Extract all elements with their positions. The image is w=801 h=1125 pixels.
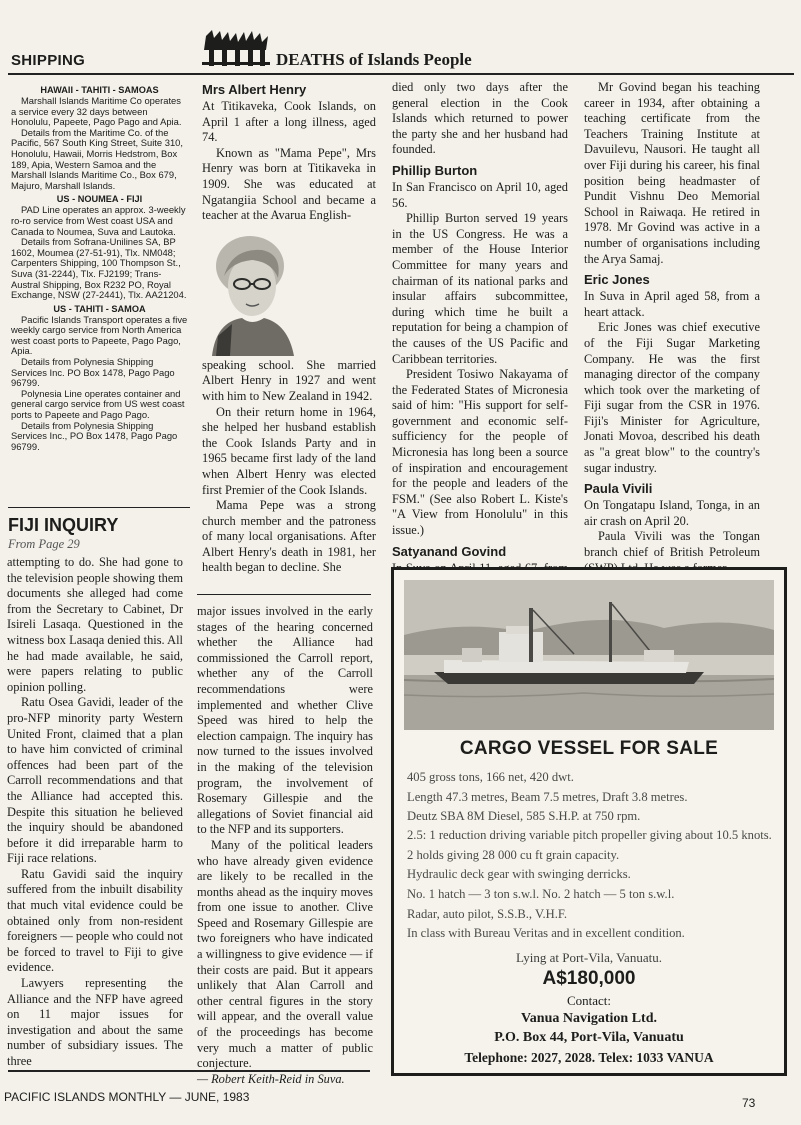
shipping-route-heading: US - NOUMEA - FIJI xyxy=(56,194,143,205)
ad-location: Lying at Port-Vila, Vanuatu. xyxy=(516,950,662,965)
ad-company: Vanua Navigation Ltd. xyxy=(520,1011,658,1026)
article-paragraph: Ratu Osea Gavidi, leader of the pro-NFP minority party Western United Front, claimed that a plan to have him convicted of criminal offences had been part of the Carroll recommendations and that the Alliance had accepted this. Despite this situation he believed the inquiry should be abandoned before it did irreparable harm to Fiji race relations. xyxy=(7,695,183,866)
shipping-text: Details from Polynesia Shipping Services Inc. PO Box 1478, Pago Pago 96799. xyxy=(11,356,175,389)
shipping-section-hawaii xyxy=(11,85,188,191)
obituary-paragraph: Paula Vivili was the Tongan branch chief of British Petroleum xyxy=(584,529,760,560)
shipping-route-heading: US - TAHITI - SAMOA xyxy=(53,303,146,314)
fiji-inquiry-column-1 xyxy=(7,555,183,1070)
fiji-divider-rule xyxy=(197,594,371,595)
footer-magazine: PACIFIC ISLANDS MONTHLY — JUNE, 1983 xyxy=(4,1090,250,1104)
ad-spec-line: Length 47.3 metres, Beam 7.5 metres, Draft 3.8 metres. xyxy=(407,789,688,804)
shipping-section-tahiti xyxy=(11,304,188,453)
obituary-paragraph: Known as "Mama Pepe", Mrs Henry was born at Titikaveka in 1909. She was educated at Ngatangiia School and became a teacher at the Avarua English- xyxy=(202,145,376,223)
obituary-lead: On Tongatapu Island, Tonga, in an air crash on April 20. xyxy=(584,498,760,528)
ad-address: P.O. Box 44, Port-Vila, Vanuatu xyxy=(494,1030,684,1045)
obituary-paragraph: Mama Pepe was a strong church member and the patroness of many local organisations. After Albert Henry's death in 1981, her health began to decline. She xyxy=(202,498,376,575)
cargo-vessel-ad xyxy=(391,567,787,1076)
shipping-bottom-rule xyxy=(8,507,190,508)
shipping-text: Details from Sofrana-Unilines SA, BP 1602, Moumea (27-51-91), Tlx. NM048; Carpenters Shipping, 100 Thompson St., Suva (31-2244), Tlx. FJ2199; Trans-Austral Shipping, Box R232 PO, Royal Exchange, NSW (27-2441), Tlx. AA21204. xyxy=(11,236,187,301)
obituary-paragraph: died only two days after the general election in the Cook Islands which returned to power the party she and her husband had founded. xyxy=(392,80,568,157)
obituary-name: Satyanand Govind xyxy=(392,543,507,559)
shipping-text: Polynesia Line operates container and general cargo service from US west coast ports to Papeete and Pago Pago. xyxy=(11,387,185,421)
obituary-paragraph: Eric Jones was chief executive of the Fiji Sugar Marketing Company. He was the first managing director of the company which took over the marketing of Fiji sugar from the CSR in 1976. Fiji's Minister for Agriculture, Jonati Movoa, described his death as "a great blow" to the country's sugar industry. xyxy=(584,320,760,475)
deaths-logo-icon xyxy=(200,28,272,68)
ad-spec-line: Hydraulic deck gear with swinging derricks. xyxy=(407,867,631,882)
ad-spec-line: 405 gross tons, 166 net, 420 dwt. xyxy=(407,770,574,784)
article-paragraph: attempting to do. She had gone to the television people showing them documents she alleged had come from the Secretary to Cabinet, Dr Isireli Lasaqa. Questioned in the witness box Lasaqa denied this. All he had made available, he said, were papers relating to public opinion polling. xyxy=(7,555,183,694)
shipping-section-noumea xyxy=(11,194,188,300)
shipping-text: Marshall Islands Maritime Co operates a service every 32 days between Honolulu, Papeete, Pago Pago and Apia. xyxy=(11,95,182,128)
header-rule xyxy=(8,73,794,75)
ad-spec-line: 2.5: 1 reduction driving variable pitch propeller giving about 10.5 knots. xyxy=(407,827,772,842)
obituary-lead: In San Francisco on April 10, aged 56. xyxy=(392,179,568,210)
shipping-text: PAD Line operates an approx. 3-weekly ro-ro service from West coast USA and Canada to Noumea, Suva and Lautoka. xyxy=(11,204,186,237)
ad-specs xyxy=(407,768,772,944)
ad-spec-line: 2 holds giving 28 000 cu ft grain capacity. xyxy=(407,847,620,862)
ad-spec-line: Deutz SBA 8M Diesel, 585 S.H.P. at 750 rpm. xyxy=(407,809,641,824)
ad-spec-line: No. 1 hatch — 3 ton s.w.l. No. 2 hatch — 5 ton s.w.l. xyxy=(407,886,675,901)
article-paragraph: Ratu Gavidi said the inquiry suffered from the inbuilt disability that much vital evidence could be obtained only from non-resident foreigners — people who could not be forced to travel to Fiji to give evidence. xyxy=(7,866,183,975)
deaths-column-3 xyxy=(584,80,760,576)
shipping-text: Pacific Islands Transport operates a five weekly cargo service from North America west coast ports to Papeete, Pago Pago, Apia. xyxy=(11,313,188,357)
shipping-text: Details from the Maritime Co. of the Pacific, 567 South King Street, Suite 310, Honolulu, Hawaii, Morris Hedstrom, Box 189, Apia, Western Samoa and the Marshall Islands Maritime Co., Box 679, Majuro, Marshall Islands. xyxy=(11,126,183,191)
ad-spec-line: In class with Bureau Veritas and in excellent condition. xyxy=(407,926,685,941)
deaths-column-2 xyxy=(392,80,568,592)
ad-phone: Telephone: 2027, 2028. Telex: 1033 VANUA xyxy=(464,1050,714,1065)
shipping-text: Details from Polynesia Shipping Services Inc., PO Box 1478, Pago Pago 96799. xyxy=(11,419,178,452)
obituary-name: Eric Jones xyxy=(584,272,650,288)
obituary-paragraph: On their return home in 1964, she helped her husband establish the Cook Islands Party and in 1965 became first lady of the land when Albert Henry was elected first Premier of the Cook Islands. xyxy=(202,404,376,497)
deaths-heading: DEATHS of Islands People xyxy=(276,50,472,69)
ad-title: CARGO VESSEL FOR SALE xyxy=(459,738,719,759)
ad-price: A$180,000 xyxy=(542,968,636,989)
ship-photo xyxy=(404,580,774,730)
ad-spec-line: Radar, auto pilot, S.S.B., V.H.F. xyxy=(407,906,568,921)
article-paragraph: Many of the political leaders who have already given evidence are likely to be recalled in the months ahead as the inquiry moves from one issue to another. Clive Speed and Rosemary Gillespie are two foreigners who have indicated a willingness to give evidence — if their costs are paid. But it appears unlikely that Alan Carroll and other central figures in the story will appear, and the overall value of the proceedings has become very much a matter of public conjecture. xyxy=(197,837,373,1071)
obituary-paragraph: President Tosiwo Nakayama of the Federated States of Micronesia said of him: "His support for self-government and economic self-sufficiency for the people of Micronesia has long been a source of inspiration and encouragement for the people and leaders of the FSM." (See also Robert L. Kiste's "A View from Honolulu" in this issue.) xyxy=(392,367,568,538)
shipping-column xyxy=(11,83,188,452)
ad-contact-label: Contact: xyxy=(566,993,612,1008)
shipping-route-heading: HAWAII - TAHITI - SAMOAS xyxy=(40,85,159,95)
obituary-paragraph: Mr Govind began his teaching career in 1934, after obtaining a teaching certificate from the Teachers Training Institute at Davuilevu, Nausori. He taught all over Fiji during his career, his final position being headmaster of Pundit Vishnu Deo Memorial School in Raiwaqa. He retired in 1978. Mr Govind was active in a number of organisations including the Arya Samaj. xyxy=(584,80,760,266)
fiji-inquiry-from: From Page 29 xyxy=(8,537,80,551)
obituary-lead: At Titikaveka, Cook Islands, on April 1 after a long illness, aged 74. xyxy=(202,99,376,145)
footer-rule xyxy=(8,1070,370,1072)
deaths-column-1 xyxy=(202,80,376,576)
obituary-name: Phillip Burton xyxy=(392,162,478,178)
obituary-lead: In Suva in April aged 58, from a heart attack. xyxy=(584,289,760,319)
obituary-paragraph: Phillip Burton served 19 years in the US Congress. He was a member of the House Interior Committee for many years and chairman of its national parks and insular affairs subcommittee, during which time he built a reputation for being a champion of the causes of the US Pacific and Caribbean territories. xyxy=(392,211,568,366)
obituary-paragraph: speaking school. She married Albert Henry in 1927 and went with him to New Zealand in 1942. xyxy=(202,357,376,403)
fiji-inquiry-column-2 xyxy=(197,604,373,1087)
obituary-name: Mrs Albert Henry xyxy=(202,82,307,97)
article-paragraph: major issues involved in the early stages of the hearing concerned whether the Alliance had commissioned the Carroll report, whether any of the Carroll recommendations were implemented and whether Clive Speed was hired to help the election campaign. The inquiry has now turned to the issues involved in the making of the television program, the involvement of Rosemary Gillespie and the allegations of Soviet financial aid to the NFP and its supporters. xyxy=(197,604,373,837)
fiji-inquiry-title: FIJI INQUIRY xyxy=(8,515,119,535)
mrs-henry-portrait xyxy=(202,226,297,356)
article-paragraph: Lawyers representing the Alliance and the NFP have agreed on 11 major issues for investigation and about the same number of subsidiary issues. The three xyxy=(7,976,183,1068)
page-number: 73 xyxy=(742,1096,756,1110)
obituary-name: Paula Vivili xyxy=(584,481,653,497)
shipping-heading: SHIPPING xyxy=(11,52,86,69)
article-byline: — Robert Keith-Reid in Suva. xyxy=(197,1071,345,1086)
